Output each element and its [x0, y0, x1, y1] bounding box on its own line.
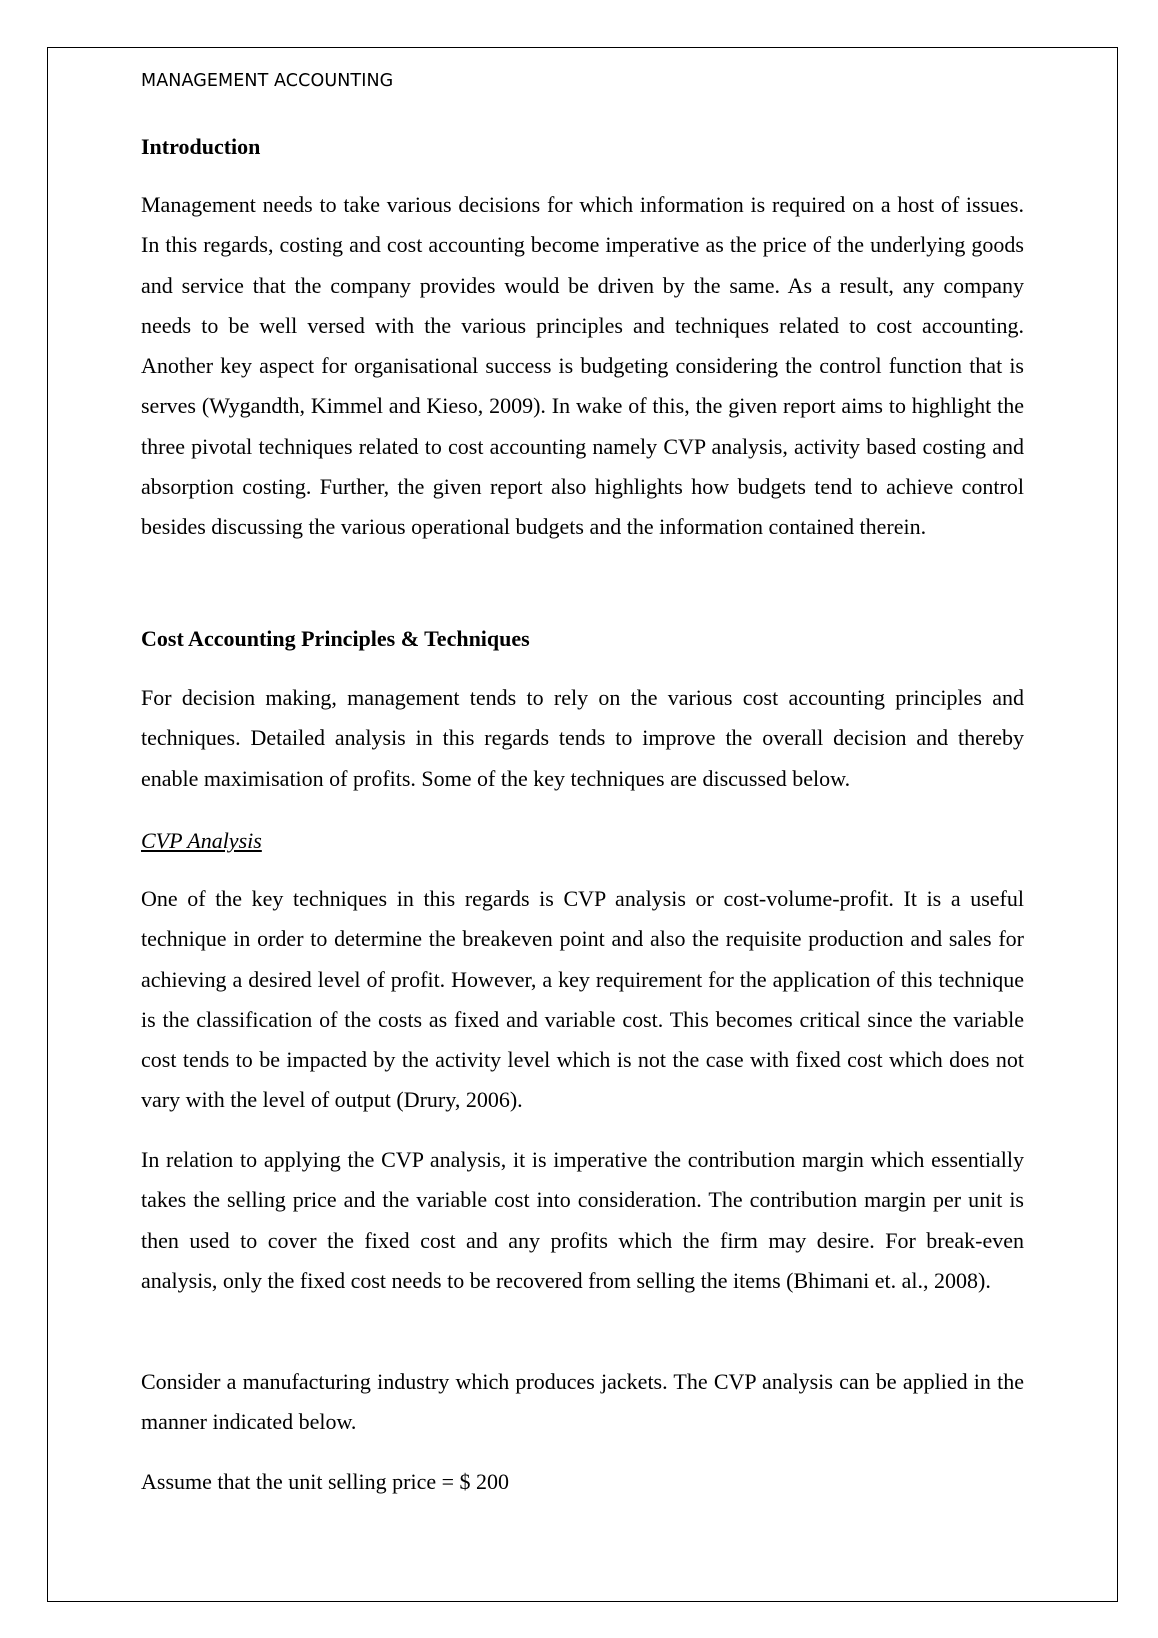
- cvp-paragraph-1: One of the key techniques in this regards is CVP analysis or cost-volume-profit. It is a useful technique in order to determine the breakeven point and also the requisite production and sales for achieving a desired level of profit. However, a key requirement for the application of this technique is the classification of the costs as fixed and variable cost. This becomes critical since the variable cost tends to be impacted by the activity level which is not the case with fixed cost which does not vary with the level of output (Drury, 2006).: [141, 886, 1024, 1113]
- introduction-paragraph: Management needs to take various decisions for which information is required on a host of issues. In this regards, costing and cost accounting become imperative as the price of the underlying goods and service that the company provides would be driven by the same. As a result, any company needs to be well versed with the various principles and techniques related to cost accounting. Another key aspect for organisational success is budgeting considering the control function that is serves (Wygandth, Kimmel and Kieso, 2009). In wake of this, the given report aims to highlight the three pivotal techniques related to cost accounting namely CVP analysis, activity based costing and absorption costing. Further, the given report also highlights how budgets tend to achieve control besides discussing the various operational budgets and the information contained therein.: [141, 192, 1024, 540]
- cost-accounting-heading: Cost Accounting Principles & Techniques: [141, 626, 530, 651]
- cvp-paragraph-4: Assume that the unit selling price = $ 200: [141, 1469, 510, 1494]
- running-header: MANAGEMENT ACCOUNTING: [141, 71, 394, 91]
- cost-accounting-paragraph: For decision making, management tends to rely on the various cost accounting principles and techniques. Detailed analysis in this regards tends to improve the overall decision and thereby enable maximisation of profits. Some of the key techniques are discussed below.: [141, 685, 1024, 791]
- cvp-paragraph-3: Consider a manufacturing industry which produces jackets. The CVP analysis can be applied in the manner indicated below.: [141, 1369, 1024, 1435]
- cvp-paragraph-2: In relation to applying the CVP analysis, it is imperative the contribution margin which essentially takes the selling price and the variable cost into consideration. The contribution margin per unit is then used to cover the fixed cost and any profits which the firm may desire. For break-even analysis, only the fixed cost needs to be recovered from selling the items (Bhimani et. al., 2008).: [141, 1147, 1024, 1293]
- introduction-heading: Introduction: [141, 134, 261, 159]
- cvp-analysis-subheading: CVP Analysis: [141, 828, 262, 853]
